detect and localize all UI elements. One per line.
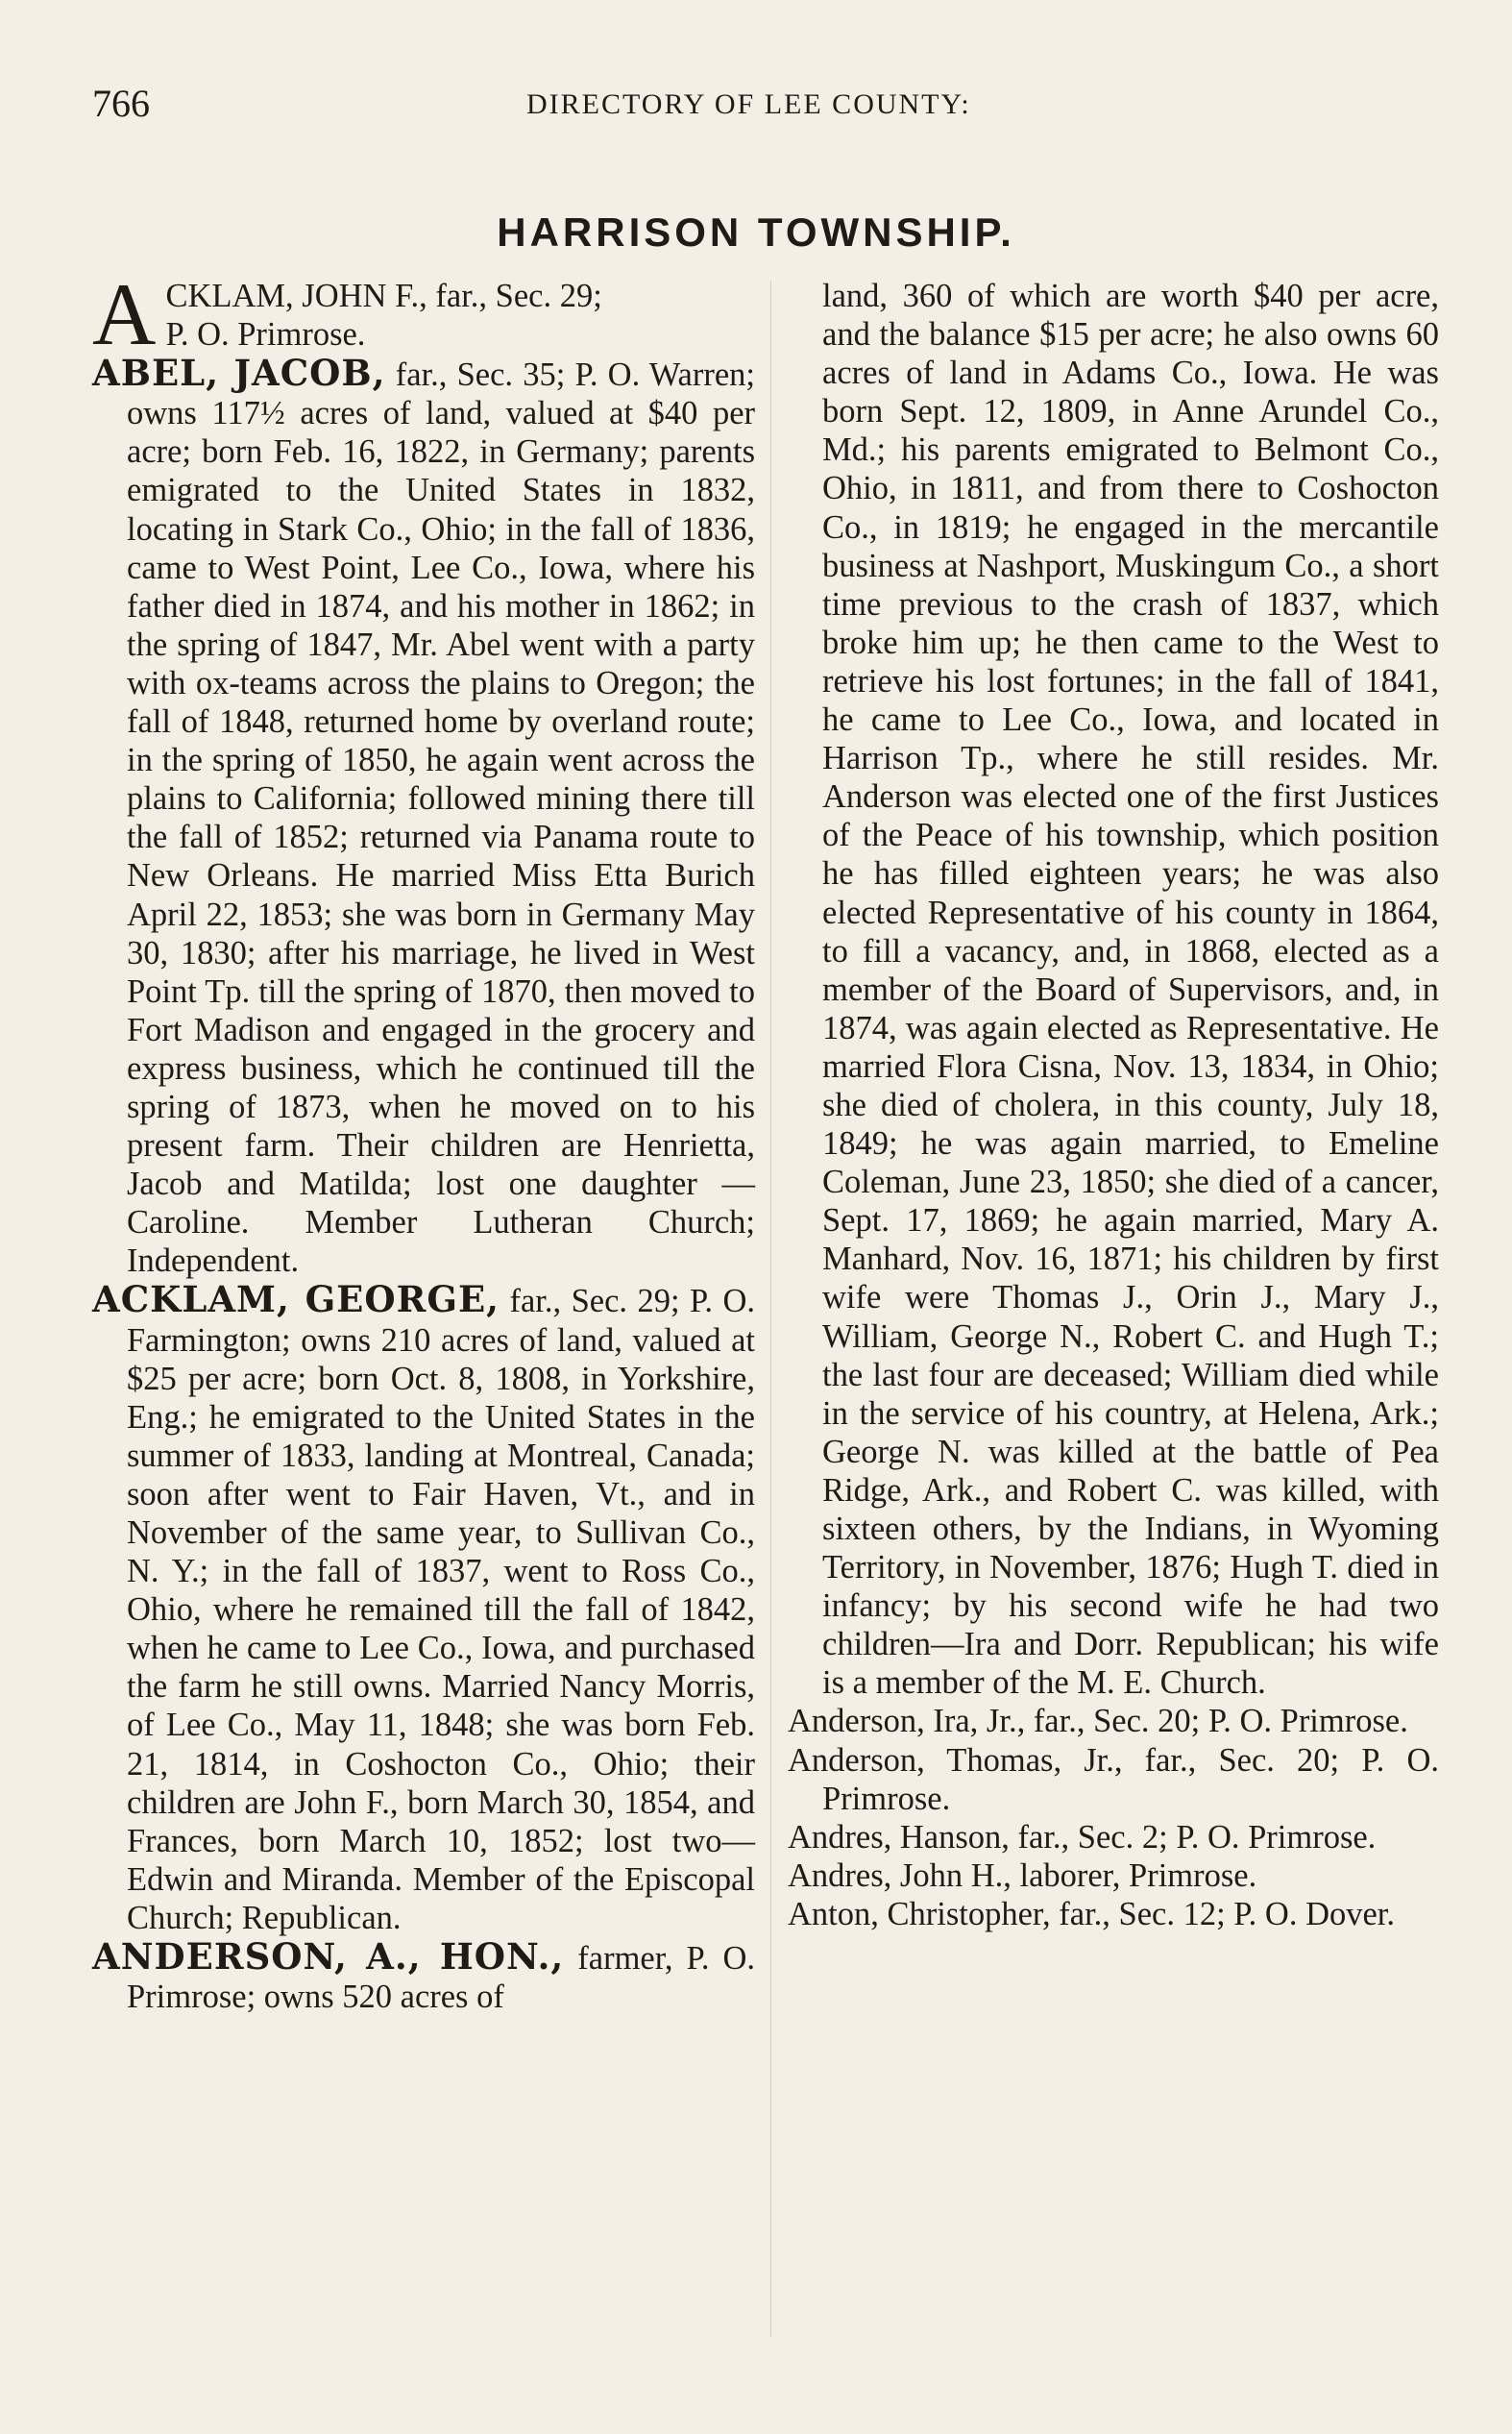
directory-entry: Andres, John H., laborer, Primrose. <box>788 1856 1257 1894</box>
left-column <box>92 265 755 2016</box>
entry-text: far., Sec. 29; P. O. Farmington; owns 210 acres of land, valued at $25 per acre; born Oct. 8, 1808, in Yorkshire, Eng.; he emigrated to the United States in the summer of 1833, landing at Montreal, Canada; soon after went to Fair Haven, Vt., and in November of the same year, to Sullivan Co., N. Y.; in the fall of 1837, went to Ross Co., Ohio, where he remained till the fall of 1842, when he came to Lee Co., Iowa, and purchased the farm he still owns. Married Nancy Morris, of Lee Co., May 11, 1848; she was born Feb. 21, 1814, in Coshocton Co., Ohio; their children are John F., born March 30, 1854, and Frances, born March 10, 1852; lost two—Edwin and Miranda. Member of the Episcopal Church; Republican. <box>127 1283 755 1936</box>
directory-entry: Anderson, Ira, Jr., far., Sec. 20; P. O. Primrose. <box>788 1703 1408 1740</box>
column-divider <box>770 281 771 2337</box>
entry-name: ACKLAM, GEORGE, <box>92 1278 500 1321</box>
section-title: HARRISON TOWNSHIP. <box>497 209 1015 255</box>
entry-line: P. O. Primrose. <box>165 316 366 354</box>
page-number: 766 <box>92 82 150 125</box>
right-column <box>788 277 1439 1933</box>
entry-continuation: land, 360 of which are worth $40 per acre, and the balance $15 per acre; he also owns 60 acres of land in Adams Co., Iowa. He was born Sept. 12, 1809, in Anne Arundel Co., Md.; his parents emigrated to Belmont Co., Ohio, in 1811, and from there to Coshocton Co., in 1819; he engaged in the mercantile business at Nashport, Muskingum Co., a short time previous to the crash of 1837, which broke him up; he then came to the West to retrieve his lost fortunes; in the fall of 1841, he came to Lee Co., Iowa, and located in Harrison Tp., where he still resides. Mr. Anderson was elected one of the first Justices of the Peace of his township, which position he has filled eighteen years; he was also elected Representative of his county in 1864, to fill a vacancy, and, in 1868, elected as a member of the Board of Supervisors, and, in 1874, was again elected as Representative. He married Flora Cisna, Nov. 13, 1834, in Ohio; she died of cholera, in this county, July 18, 1849; he was again married, to Emeline Coleman, June 23, 1850; she died of a cancer, Sept. 17, 1869; he again married, Mary A. Manhard, Nov. 16, 1871; his children by first wife were Thomas J., Orin J., Mary J., William, George N., Robert C. and Hugh T.; the last four are deceased; William died while in the service of his country, at Helena, Ark.; George N. was killed at the battle of Pea Ridge, Ark., and Robert C. was killed, with sixteen others, by the Indians, in Wyoming Territory, in November, 1876; Hugh T. died in infancy; by his second wife he had two children—Ira and Dorr. Republican; his wife is a member of the M. E. Church. <box>822 278 1439 1702</box>
directory-entry <box>92 354 755 1280</box>
directory-entry: Anderson, Thomas, Jr., far., Sec. 20; P. O. Primrose. <box>788 1741 1439 1817</box>
directory-entry: Anton, Christopher, far., Sec. 12; P. O. Dover. <box>788 1895 1396 1932</box>
drop-cap: A <box>92 265 157 363</box>
entry-name: ANDERSON, A., HON., <box>92 1935 565 1979</box>
directory-entry <box>92 1937 755 2016</box>
entry-text: far., Sec. 35; P. O. Warren; owns 117½ acres of land, valued at $40 per acre; born Feb. 16, 1822, in Germany; parents emigrated to the United States in 1832, locating in Stark Co., Ohio; in the fall of 1836, came to West Point, Lee Co., Iowa, where his father died in 1874, and his mother in 1862; in the spring of 1847, Mr. Abel went with a party with ox-teams across the plains to Oregon; the fall of 1848, returned home by overland route; in the spring of 1850, he again went across the plains to California; followed mining there till the fall of 1852; returned via Panama route to New Orleans. He married Miss Etta Burich April 22, 1853; she was born in Germany May 30, 1830; after his marriage, he lived in West Point Tp. till the spring of 1870, then moved to Fort Madison and engaged in the grocery and express business, which he continued till the spring of 1873, when he moved on to his present farm. Their children are Henrietta, Jacob and Matilda; lost one daughter — Caroline. Member Lutheran Church; Independent. <box>127 356 755 1280</box>
running-head: DIRECTORY OF LEE COUNTY: <box>526 88 971 120</box>
entry-name: ABEL, JACOB, <box>92 352 386 395</box>
directory-entry <box>92 1280 755 1937</box>
entry-line: CKLAM, JOHN F., far., Sec. 29; <box>165 278 602 314</box>
directory-entry: Andres, Hanson, far., Sec. 2; P. O. Primrose. <box>788 1818 1377 1856</box>
directory-entry-first <box>92 265 755 363</box>
entry-text: farmer, P. O. Primrose; owns 520 acres of <box>127 1940 755 2016</box>
